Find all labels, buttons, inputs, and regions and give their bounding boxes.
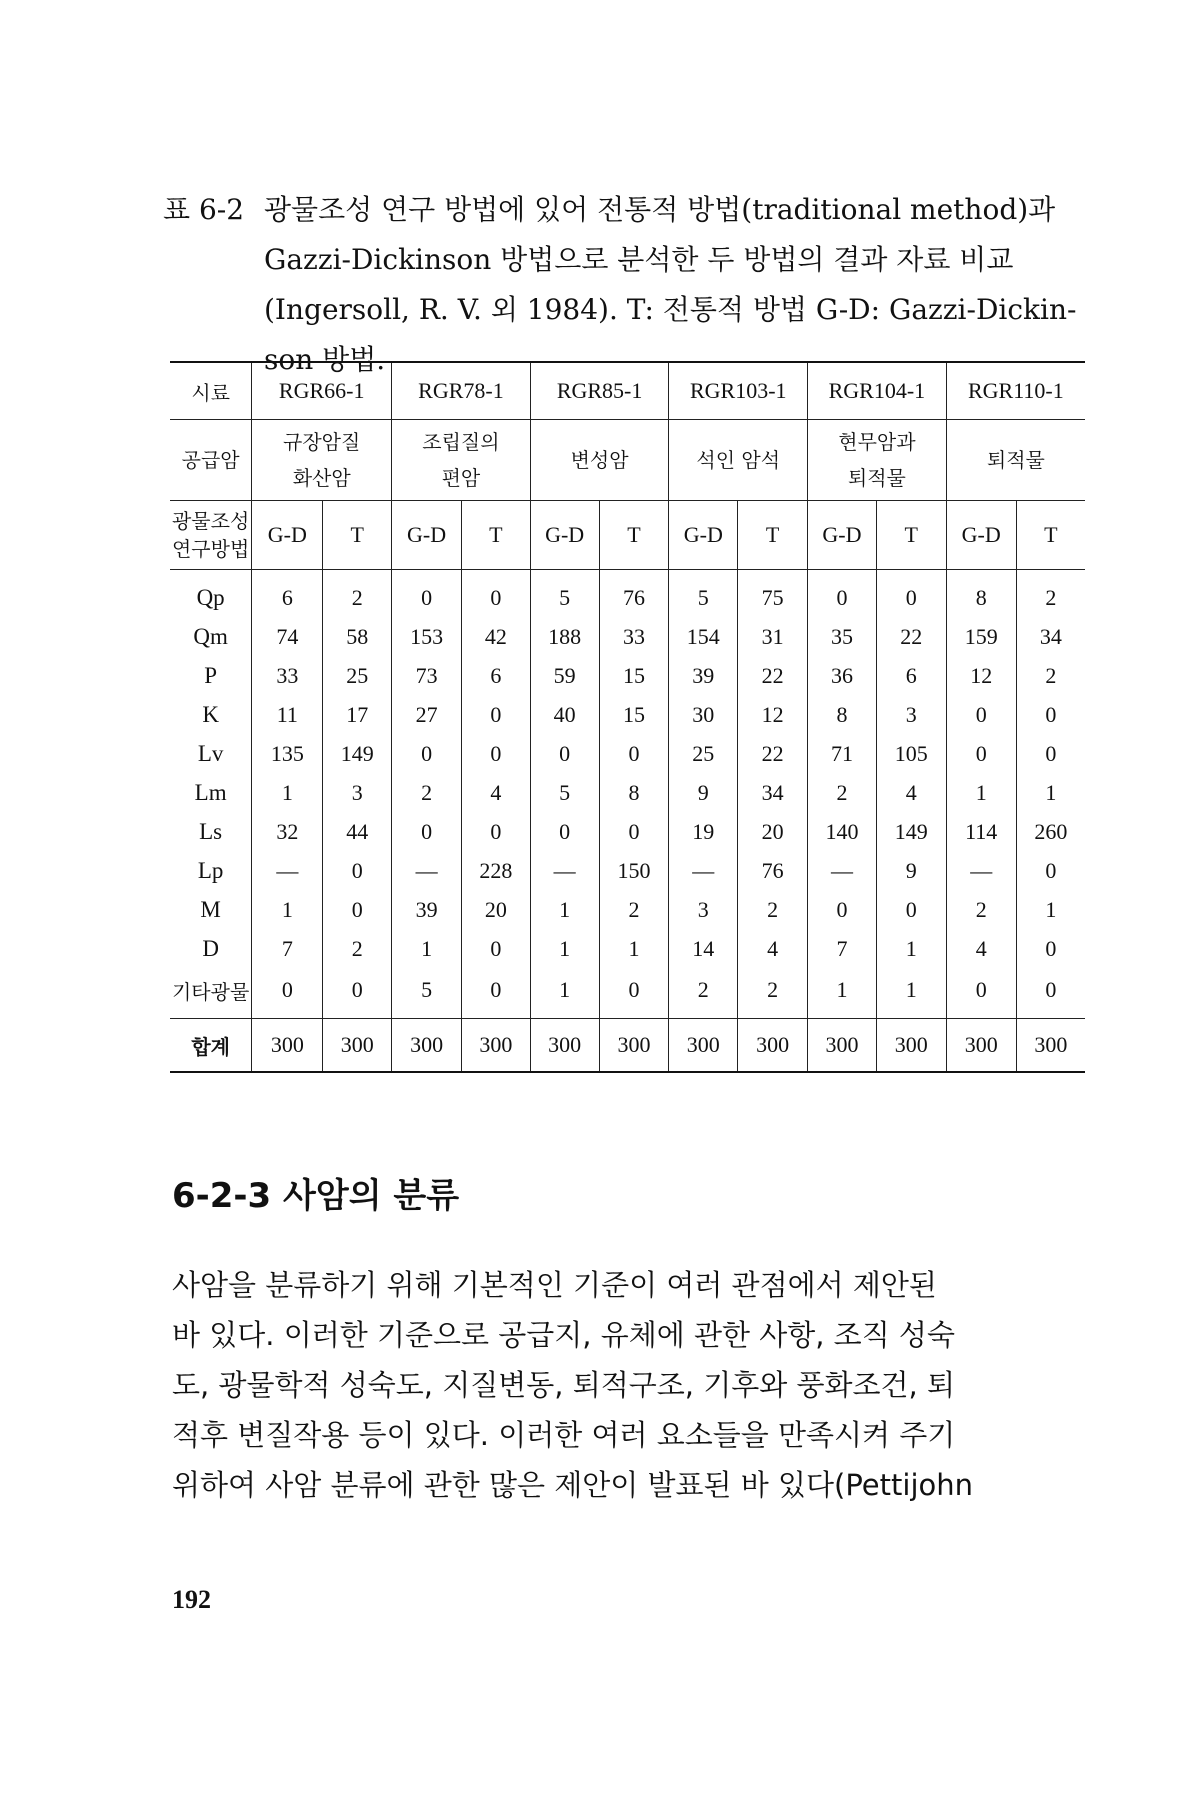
table-cell: 25: [323, 656, 392, 695]
table-cell: 0: [1016, 851, 1085, 890]
table-cell: 0: [808, 570, 877, 618]
table-cell: 34: [738, 773, 808, 812]
table-cell: 44: [323, 812, 392, 851]
method-t-header: T: [462, 501, 531, 570]
table-cell: 149: [323, 734, 392, 773]
table-cell: 9: [876, 851, 946, 890]
table-cell: 5: [669, 570, 738, 618]
method-gd-header: G-D: [392, 501, 462, 570]
table-cell: 4: [738, 929, 808, 968]
table-cell: 150: [599, 851, 669, 890]
table-cell: 2: [946, 890, 1016, 929]
table-cell: 135: [252, 734, 323, 773]
table-cell: —: [946, 851, 1016, 890]
row-label: Qp: [170, 570, 252, 618]
table-cell: 2: [323, 570, 392, 618]
table-cell: 14: [669, 929, 738, 968]
table-cell: 260: [1016, 812, 1085, 851]
source-label: 공급암: [170, 420, 252, 501]
table-cell: 0: [392, 812, 462, 851]
table-cell: 2: [738, 890, 808, 929]
table-row: [170, 851, 1085, 890]
table-cell: 1: [530, 968, 599, 1019]
table-cell: 2: [1016, 570, 1085, 618]
table-row: [170, 617, 1085, 656]
table-cell: 34: [1016, 617, 1085, 656]
source-rock-row: [170, 420, 1085, 501]
table-cell: 36: [808, 656, 877, 695]
table-cell: 0: [599, 734, 669, 773]
table-cell: 58: [323, 617, 392, 656]
table-cell: 73: [392, 656, 462, 695]
table-cell: 31: [738, 617, 808, 656]
table-row: [170, 968, 1085, 1019]
table-cell: 0: [530, 812, 599, 851]
table-cell: 7: [252, 929, 323, 968]
method-gd-header: G-D: [252, 501, 323, 570]
table-cell: 17: [323, 695, 392, 734]
table-cell: 4: [462, 773, 531, 812]
table-cell: 154: [669, 617, 738, 656]
table-cell: 1: [392, 929, 462, 968]
table-cell: 0: [462, 812, 531, 851]
caption-line: (Ingersoll, R. V. 외 1984). T: 전통적 방법 G-D: Gazzi-Dickin-: [264, 293, 1077, 326]
total-cell: 300: [946, 1019, 1016, 1073]
table-cell: 74: [252, 617, 323, 656]
table-cell: 1: [876, 929, 946, 968]
table-cell: —: [252, 851, 323, 890]
table-cell: 76: [599, 570, 669, 618]
total-cell: 300: [392, 1019, 462, 1073]
method-row: [170, 501, 1085, 570]
table-cell: 1: [599, 929, 669, 968]
table-row: [170, 773, 1085, 812]
table-cell: 20: [738, 812, 808, 851]
row-label: 기타광물: [171, 979, 250, 1004]
table-cell: 3: [323, 773, 392, 812]
table-cell: 12: [946, 656, 1016, 695]
table-cell: 1: [808, 968, 877, 1019]
table-cell: 8: [808, 695, 877, 734]
table-cell: 20: [462, 890, 531, 929]
source-rock: 퇴적물: [946, 420, 1085, 501]
table-cell: 0: [462, 929, 531, 968]
table-cell: 25: [669, 734, 738, 773]
table-cell: 105: [876, 734, 946, 773]
table-cell: 4: [876, 773, 946, 812]
table-cell: 0: [946, 968, 1016, 1019]
table-cell: 75: [738, 570, 808, 618]
body-line: 바 있다. 이러한 기준으로 공급지, 유체에 관한 사항, 조직 성숙: [172, 1318, 955, 1352]
page-number: 192: [172, 1585, 211, 1614]
table-cell: 4: [946, 929, 1016, 968]
table-cell: 2: [392, 773, 462, 812]
table-cell: 0: [462, 570, 531, 618]
table-cell: 2: [323, 929, 392, 968]
table-cell: —: [669, 851, 738, 890]
table-cell: 22: [876, 617, 946, 656]
table-row: [170, 929, 1085, 968]
table-cell: 0: [392, 570, 462, 618]
table-cell: 7: [808, 929, 877, 968]
table-cell: 1: [252, 773, 323, 812]
row-label: Lp: [197, 857, 224, 883]
table-cell: 1: [1016, 890, 1085, 929]
table-cell: 114: [946, 812, 1016, 851]
caption-line: son 방법.: [264, 343, 386, 376]
table-cell: 9: [669, 773, 738, 812]
table-cell: 5: [392, 968, 462, 1019]
body-line: 사암을 분류하기 위해 기본적인 기준이 여러 관점에서 제안된: [172, 1268, 937, 1302]
table-cell: 0: [323, 890, 392, 929]
sample-name: RGR78-1: [392, 362, 531, 420]
body-line: 적후 변질작용 등이 있다. 이러한 여러 요소들을 만족시켜 주기: [172, 1418, 956, 1452]
table-cell: 0: [1016, 968, 1085, 1019]
source-rock: 현무암과 퇴적물: [808, 420, 947, 501]
table-caption-label: 표 6-2: [163, 193, 245, 226]
table-row: [170, 570, 1085, 618]
table-cell: —: [392, 851, 462, 890]
table-cell: 35: [808, 617, 877, 656]
table-cell: 71: [808, 734, 877, 773]
table-cell: 8: [599, 773, 669, 812]
table-cell: 76: [738, 851, 808, 890]
table-cell: 1: [1016, 773, 1085, 812]
table-cell: 32: [252, 812, 323, 851]
table-cell: 2: [1016, 656, 1085, 695]
table-cell: 2: [738, 968, 808, 1019]
table-cell: 153: [392, 617, 462, 656]
source-rock: 석인 암석: [669, 420, 808, 501]
table-cell: 228: [462, 851, 531, 890]
table-row: [170, 812, 1085, 851]
table-cell: 0: [252, 968, 323, 1019]
table-cell: 0: [599, 968, 669, 1019]
table-cell: 2: [808, 773, 877, 812]
table-caption-text: [264, 185, 1200, 385]
total-cell: 300: [1016, 1019, 1085, 1073]
table-cell: 0: [462, 968, 531, 1019]
sample-name: RGR85-1: [530, 362, 669, 420]
total-row: [170, 1019, 1085, 1073]
caption-line: Gazzi-Dickinson 방법으로 분석한 두 방법의 결과 자료 비교: [264, 243, 1014, 276]
total-cell: 300: [738, 1019, 808, 1073]
table-cell: 1: [946, 773, 1016, 812]
method-t-header: T: [323, 501, 392, 570]
method-t-header: T: [876, 501, 946, 570]
table-cell: 6: [252, 570, 323, 618]
method-gd-header: G-D: [946, 501, 1016, 570]
table-row: [170, 734, 1085, 773]
total-cell: 300: [599, 1019, 669, 1073]
table-cell: 1: [530, 890, 599, 929]
table-cell: 6: [462, 656, 531, 695]
table-row: [170, 695, 1085, 734]
table-cell: 19: [669, 812, 738, 851]
table-cell: 8: [946, 570, 1016, 618]
table-cell: 33: [252, 656, 323, 695]
table-cell: 0: [462, 695, 531, 734]
method-t-header: T: [738, 501, 808, 570]
table-cell: 15: [599, 656, 669, 695]
sample-header-row: [170, 362, 1085, 420]
table-cell: 33: [599, 617, 669, 656]
table-cell: 39: [392, 890, 462, 929]
source-rock: 조립질의 편암: [392, 420, 531, 501]
total-cell: 300: [876, 1019, 946, 1073]
table-cell: 0: [323, 968, 392, 1019]
table-cell: 5: [530, 773, 599, 812]
table-cell: 149: [876, 812, 946, 851]
row-label: K: [202, 701, 219, 727]
sample-name: RGR104-1: [808, 362, 947, 420]
table-cell: 12: [738, 695, 808, 734]
table-cell: 0: [323, 851, 392, 890]
body-line: 위하여 사암 분류에 관한 많은 제안이 발표된 바 있다(Pettijohn: [172, 1468, 974, 1502]
method-label: 광물조성 연구방법: [170, 501, 252, 570]
table-cell: 0: [1016, 929, 1085, 968]
sample-name: RGR103-1: [669, 362, 808, 420]
row-label: Qm: [193, 623, 228, 649]
total-cell: 300: [530, 1019, 599, 1073]
caption-line: 광물조성 연구 방법에 있어 전통적 방법(traditional method)과: [264, 193, 1056, 226]
table-cell: —: [530, 851, 599, 890]
method-t-header: T: [1016, 501, 1085, 570]
comparison-table: [170, 361, 1085, 1073]
table-cell: 1: [530, 929, 599, 968]
table-cell: 0: [876, 890, 946, 929]
table-cell: 0: [946, 734, 1016, 773]
table-cell: 0: [599, 812, 669, 851]
method-gd-header: G-D: [669, 501, 738, 570]
table-cell: —: [808, 851, 877, 890]
body-paragraph: [172, 1260, 1092, 1510]
method-t-header: T: [599, 501, 669, 570]
table-cell: 159: [946, 617, 1016, 656]
table-cell: 1: [876, 968, 946, 1019]
row-label: D: [202, 935, 219, 961]
table-cell: 6: [876, 656, 946, 695]
table-cell: 0: [530, 734, 599, 773]
table-cell: 0: [946, 695, 1016, 734]
table-cell: 3: [669, 890, 738, 929]
row-label: M: [200, 896, 221, 922]
total-label: 합계: [170, 1019, 252, 1073]
sample-name: RGR66-1: [252, 362, 392, 420]
table-cell: 39: [669, 656, 738, 695]
total-cell: 300: [669, 1019, 738, 1073]
table-cell: 11: [252, 695, 323, 734]
sample-label: 시료: [170, 362, 252, 420]
body-line: 도, 광물학적 성숙도, 지질변동, 퇴적구조, 기후와 풍화조건, 퇴: [172, 1368, 955, 1402]
source-rock: 규장암질 화산암: [252, 420, 392, 501]
table-cell: 15: [599, 695, 669, 734]
table-cell: 59: [530, 656, 599, 695]
total-cell: 300: [808, 1019, 877, 1073]
source-rock: 변성암: [530, 420, 669, 501]
table-cell: 140: [808, 812, 877, 851]
table-cell: 2: [599, 890, 669, 929]
table-cell: 42: [462, 617, 531, 656]
method-gd-header: G-D: [530, 501, 599, 570]
row-label: Lv: [197, 740, 224, 766]
table-cell: 0: [392, 734, 462, 773]
table-cell: 1: [252, 890, 323, 929]
table-cell: 0: [808, 890, 877, 929]
total-cell: 300: [462, 1019, 531, 1073]
table-cell: 30: [669, 695, 738, 734]
table-row: [170, 656, 1085, 695]
table-cell: 27: [392, 695, 462, 734]
table-cell: 3: [876, 695, 946, 734]
table-cell: 5: [530, 570, 599, 618]
section-heading: 6-2-3 사암의 분류: [172, 1176, 460, 1216]
table-cell: 0: [1016, 695, 1085, 734]
method-gd-header: G-D: [808, 501, 877, 570]
total-cell: 300: [323, 1019, 392, 1073]
total-cell: 300: [252, 1019, 323, 1073]
row-label: Lm: [194, 779, 227, 805]
table-row: [170, 890, 1085, 929]
table-cell: 22: [738, 656, 808, 695]
table-cell: 0: [462, 734, 531, 773]
sample-name: RGR110-1: [946, 362, 1085, 420]
row-label: Ls: [199, 818, 223, 844]
table-cell: 40: [530, 695, 599, 734]
table-cell: 0: [876, 570, 946, 618]
table-cell: 0: [1016, 734, 1085, 773]
table-cell: 2: [669, 968, 738, 1019]
table-cell: 188: [530, 617, 599, 656]
row-label: P: [204, 662, 218, 688]
table-cell: 22: [738, 734, 808, 773]
